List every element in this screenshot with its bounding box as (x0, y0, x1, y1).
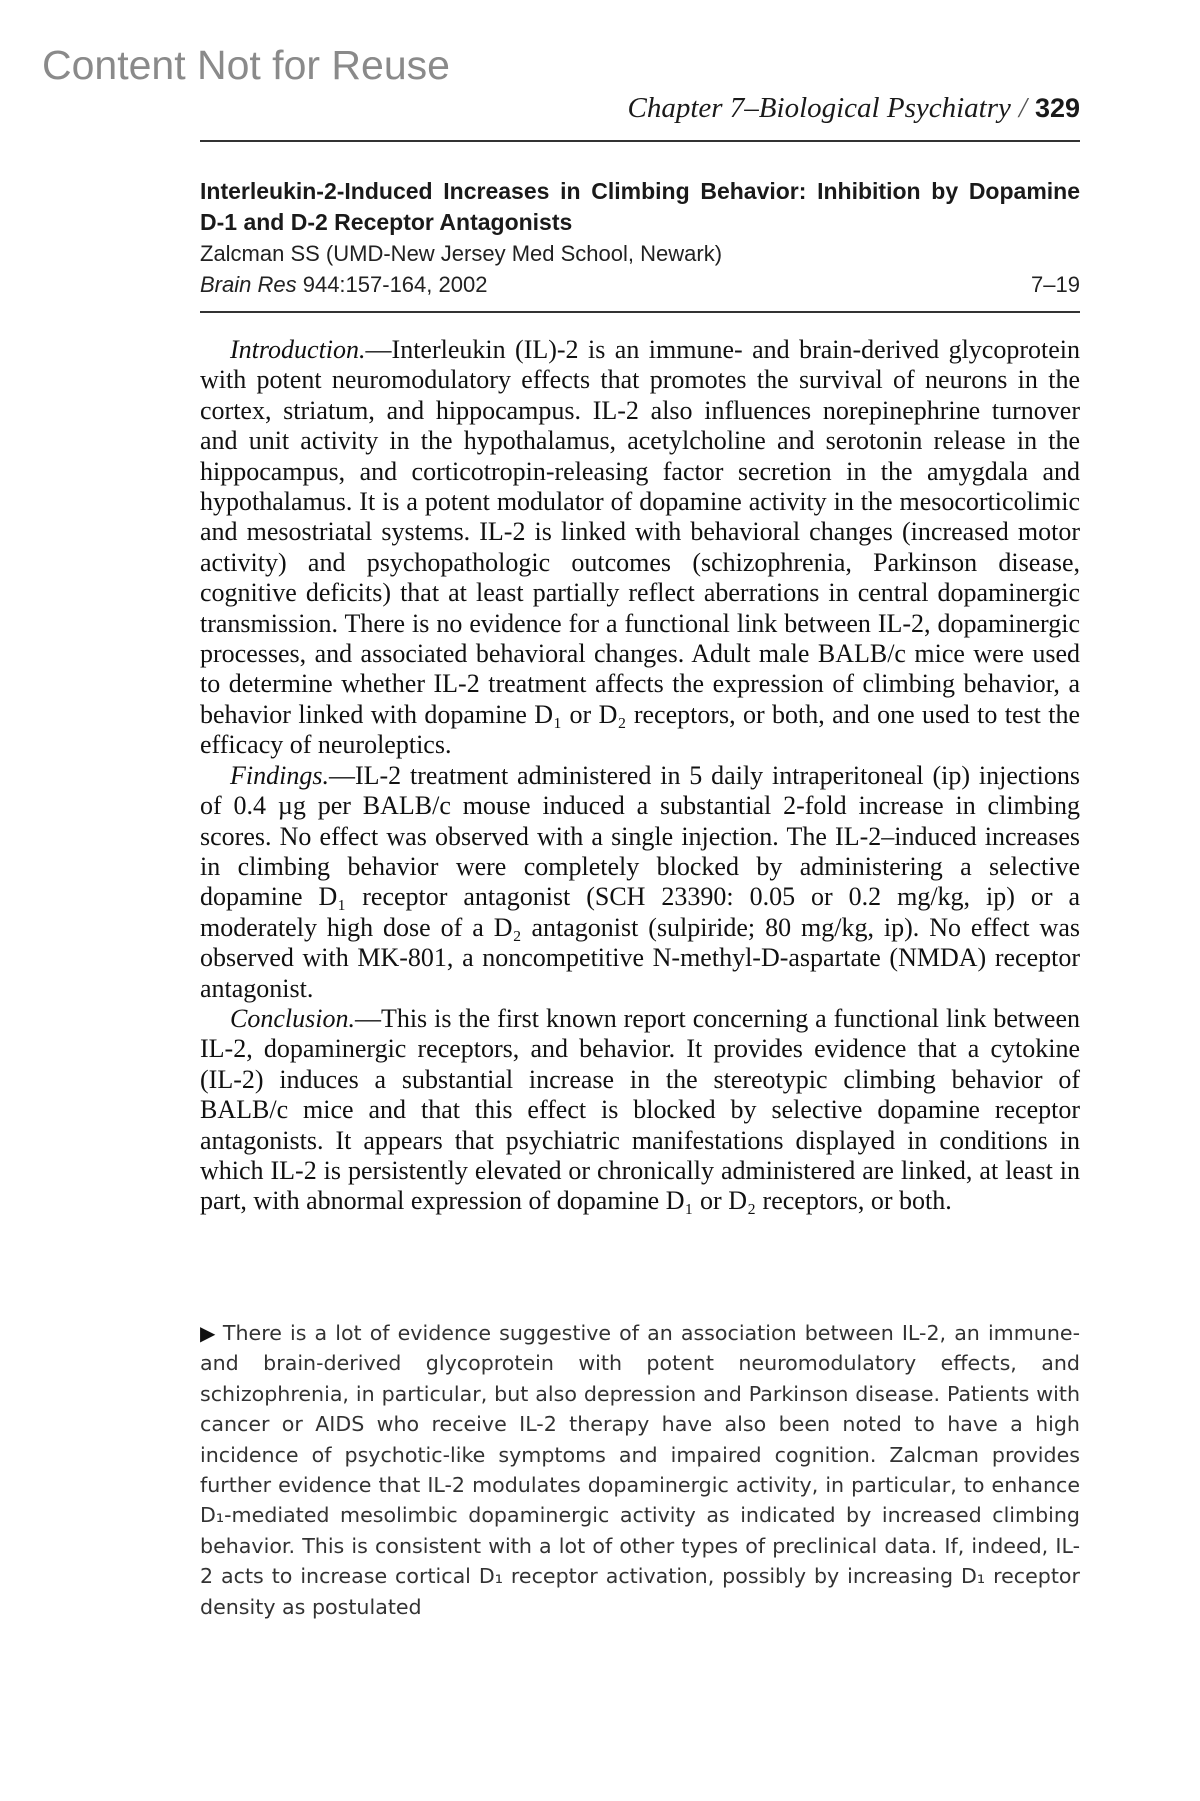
abstract-conclusion (200, 1004, 1080, 1217)
journal-name: Brain Res (200, 272, 297, 297)
abstract (200, 335, 1080, 1217)
running-head (200, 92, 1080, 125)
running-head-separator: / (1018, 92, 1027, 124)
commentary-paragraph (200, 1318, 1080, 1622)
conclusion-label: Conclusion. (230, 1003, 355, 1033)
citation (200, 269, 487, 300)
commentary-text: There is a lot of evidence suggestive of an association between IL-2, an immune- and brain-derived glycoprotein with potent neuromodulatory effects, and schizophrenia, in particular, but also depression and Parkinson disease. Patients with cancer or AIDS who receive IL-2 therapy have also been noted to have a high incidence of psychotic-like symptoms and impaired cognition. Zalcman provides further evidence that IL-2 modulates dopaminergic activity, in particular, to enhance D₁-mediated mesolimbic dopaminergic activity as indicated by increased climbing behavior. This is consistent with a lot of other types of preclinical data. If, indeed, IL-2 acts to increase cortical D₁ receptor activation, possibly by increasing D₁ receptor density as postulated (200, 1321, 1080, 1619)
abstract-introduction (200, 335, 1080, 761)
page-number: 329 (1034, 93, 1080, 123)
top-divider (200, 140, 1080, 142)
header-divider (200, 311, 1080, 313)
watermark-text: Content Not for Reuse (42, 42, 450, 88)
reference-code: 7–19 (1031, 272, 1080, 297)
chapter-title: Chapter 7–Biological Psychiatry (627, 92, 1011, 124)
abstract-findings (200, 761, 1080, 1004)
citation-line (200, 269, 1080, 300)
citation-details: 944:157-164, 2002 (302, 272, 488, 297)
article-authors: Zalcman SS (UMD-New Jersey Med School, Newark) (200, 241, 723, 266)
conclusion-text: —This is the first known report concerning a functional link between IL-2, dopaminergic receptors, and behavior. It provides evidence that a cytokine (IL-2) induces a substantial increase in the stereotypic climbing behavior of BALB/c mice and that this effect is blocked by selective dopamine receptor antagonists. It appears that psychiatric manifestations displayed in conditions in which IL-2 is persistently elevated or chronically administered are linked, at least in part, with abnormal expression of dopamine D₁ or D₂ receptors, or both. (200, 1003, 1080, 1216)
article-header (200, 176, 1080, 300)
article-title: Interleukin-2-Induced Increases in Climbing Behavior: Inhibition by Dopamine D-1 and D-2 Receptor Antagonists (200, 178, 1080, 235)
arrow-marker-icon: ▶ (200, 1321, 217, 1345)
findings-text: —IL-2 treatment administered in 5 daily intraperitoneal (ip) injections of 0.4 µg per BALB/c mouse induced a substantial 2-fold increase in climbing scores. No effect was observed with a single injection. The IL-2–induced increases in climbing behavior were completely blocked by administering a selective dopamine D₁ receptor antagonist (SCH 23390: 0.05 or 0.2 mg/kg, ip) or a moderately high dose of a D₂ antagonist (sulpiride; 80 mg/kg, ip). No effect was observed with MK-801, a noncompetitive N-methyl-D-aspartate (NMDA) receptor antagonist. (200, 760, 1080, 1003)
introduction-label: Introduction. (230, 335, 366, 364)
commentary (200, 1318, 1080, 1622)
introduction-text: —Interleukin (IL)-2 is an immune- and brain-derived glycoprotein with potent neuromodulatory effects that promotes the survival of neurons in the cortex, striatum, and hippocampus. IL-2 also influences norepinephrine turnover and unit activity in the hypothalamus, acetylcholine and serotonin release in the hippocampus, and corticotropin-releasing factor secretion in the amygdala and hypothalamus. It is a potent modulator of dopamine activity in the mesocorticolimic and mesostriatal systems. IL-2 is linked with behavioral changes (increased motor activity) and psychopathologic outcomes (schizophrenia, Parkinson disease, cognitive deficits) that at least partially reflect aberrations in central dopaminergic transmission. There is no evidence for a functional link between IL-2, dopaminergic processes, and associated behavioral changes. Adult male BALB/c mice were used to determine whether IL-2 treatment affects the expression of climbing behavior, a behavior linked with dopamine D₁ or D₂ receptors, or both, and one used to test the efficacy of neuroleptics. (200, 335, 1080, 760)
findings-label: Findings. (230, 760, 329, 790)
